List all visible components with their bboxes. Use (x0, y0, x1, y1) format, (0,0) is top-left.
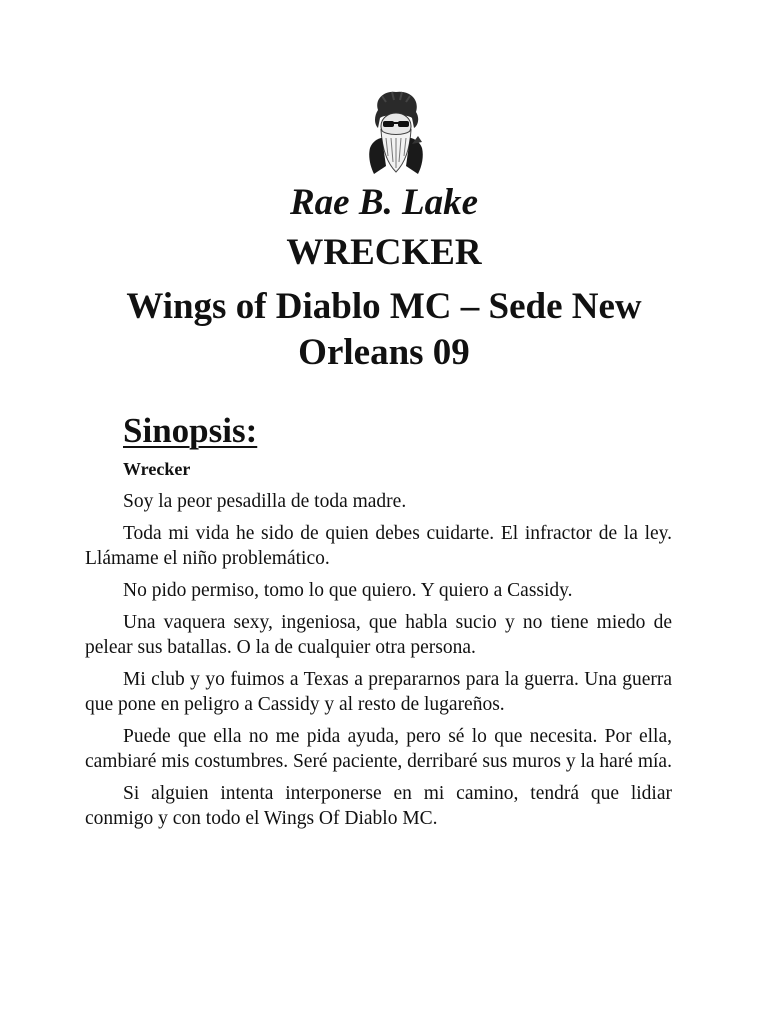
synopsis-subheading: Wrecker (123, 459, 191, 479)
author-name: Rae B. Lake (289, 182, 479, 223)
book-title: WRECKER (286, 232, 482, 273)
synopsis-paragraph: Toda mi vida he sido de quien debes cuidarte. El infractor de la ley. Llámame el niño problemático. (85, 523, 672, 569)
series-title: Wings of Diablo MC – Sede New Orleans 09 (126, 286, 642, 373)
synopsis-paragraph: No pido permiso, tomo lo que quiero. Y quiero a Cassidy. (123, 580, 573, 601)
bearded-biker-logo-icon (364, 88, 428, 178)
synopsis-heading: Sinopsis: (123, 411, 258, 450)
synopsis-paragraph: Una vaquera sexy, ingeniosa, que habla sucio y no tiene miedo de pelear sus batallas. O la de cualquier otra persona. (85, 612, 672, 658)
synopsis-paragraph: Mi club y yo fuimos a Texas a prepararnos para la guerra. Una guerra que pone en peligro a Cassidy y al resto de lugareños. (85, 669, 672, 715)
synopsis-body (85, 457, 672, 838)
synopsis-paragraph: Puede que ella no me pida ayuda, pero sé lo que necesita. Por ella, cambiaré mis costumbres. Seré paciente, derribaré sus muros y la haré mía. (85, 726, 672, 772)
synopsis-paragraph: Si alguien intenta interponerse en mi camino, tendrá que lidiar conmigo y con todo el Wings Of Diablo MC. (85, 783, 672, 829)
synopsis-paragraph: Soy la peor pesadilla de toda madre. (123, 491, 407, 512)
